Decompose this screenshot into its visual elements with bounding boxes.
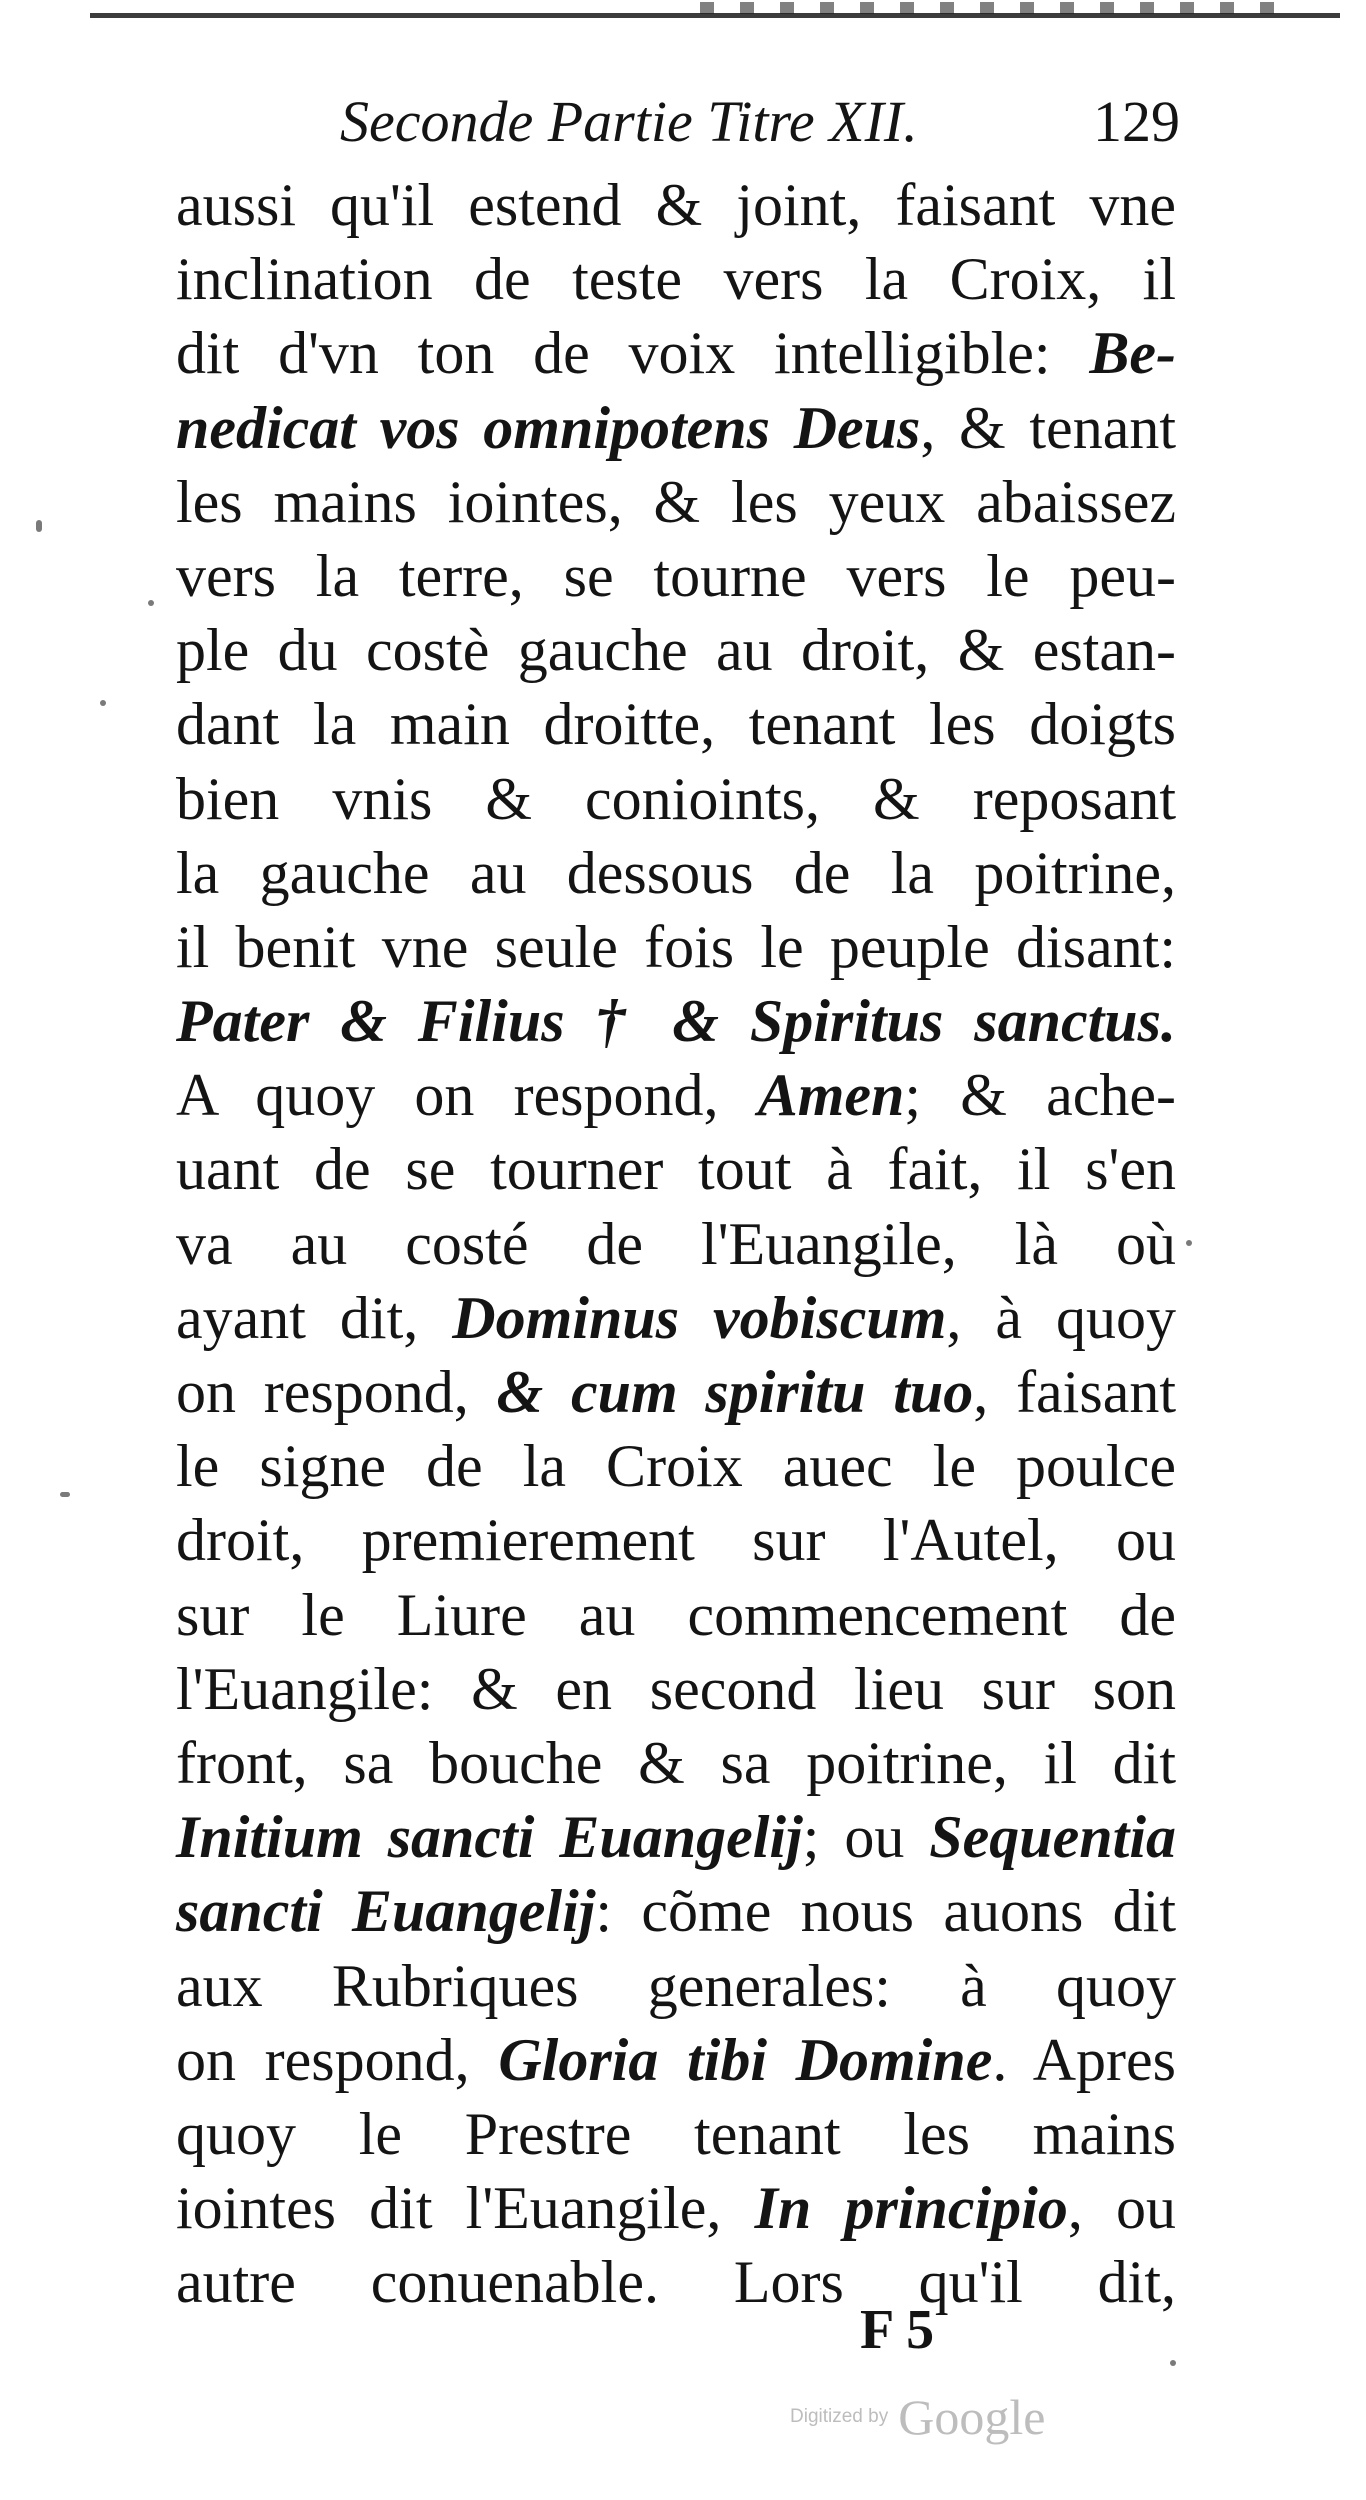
- digitized-by-label: Digitized by: [790, 2406, 889, 2427]
- italic-latin-text: sancti Euangelij: [176, 1878, 596, 1945]
- text-line: [176, 762, 1176, 836]
- text-line: [176, 984, 1176, 1058]
- text-segment: le signe de la Croix auec le poulce: [176, 1433, 1176, 1500]
- text-segment: ; & ache-: [904, 1062, 1176, 1129]
- text-segment: A quoy on respond,: [176, 1062, 758, 1129]
- text-line: [176, 465, 1176, 539]
- ink-speck: [36, 520, 42, 532]
- text-line: [176, 1429, 1176, 1503]
- text-segment: bien vnis & conioints, & reposant: [176, 765, 1176, 832]
- text-segment: va au costé de l'Euangile, là où: [176, 1210, 1176, 1277]
- text-segment: la gauche au dessous de la poitrine,: [176, 839, 1176, 906]
- text-line: [176, 1652, 1176, 1726]
- text-segment: inclination de teste vers la Croix, il: [176, 246, 1176, 313]
- body-text: [176, 168, 1176, 2319]
- text-line: [176, 391, 1176, 465]
- text-line: [176, 910, 1176, 984]
- google-logo: Google: [898, 2389, 1046, 2445]
- text-segment: vers la terre, se tourne vers le peu-: [176, 542, 1176, 609]
- text-line: [176, 1132, 1176, 1206]
- text-line: [176, 316, 1176, 390]
- ink-speck: [148, 600, 154, 606]
- italic-latin-text: Gloria tibi Domine: [498, 2026, 993, 2093]
- text-segment: droit, premierement sur l'Autel, ou: [176, 1507, 1176, 1574]
- text-line: [176, 1281, 1176, 1355]
- text-segment: autre conuenable. Lors qu'il dit,: [176, 2249, 1176, 2316]
- italic-latin-text: Initium sancti Euangelij: [176, 1804, 803, 1871]
- page-header: [340, 82, 1180, 162]
- text-segment: uant de se tourner tout à fait, il s'en: [176, 1136, 1176, 1203]
- text-line: [176, 1058, 1176, 1132]
- italic-latin-text: Amen: [757, 1062, 905, 1129]
- digitized-by-google-watermark: [790, 2388, 1090, 2468]
- catchword: F 5: [860, 2299, 935, 2361]
- text-segment: : cõme nous auons dit: [595, 1878, 1176, 1945]
- text-line: [176, 242, 1176, 316]
- text-line: [176, 1949, 1176, 2023]
- text-line: [176, 613, 1176, 687]
- text-segment: aussi qu'il estend & joint, faisant vne: [176, 172, 1176, 238]
- text-segment: les mains iointes, & les yeux abaissez: [176, 468, 1176, 535]
- ink-speck: [60, 1492, 70, 1497]
- text-segment: front, sa bouche & sa poitrine, il dit: [176, 1729, 1176, 1796]
- italic-latin-text: nedicat vos omnipotens Deus: [176, 394, 921, 461]
- text-line: [176, 1578, 1176, 1652]
- ink-speck: [1170, 2360, 1176, 2366]
- page-number: 129: [1093, 89, 1180, 154]
- text-segment: , faisant: [973, 1359, 1176, 1425]
- text-segment: . Apres: [992, 2026, 1177, 2093]
- ink-speck: [100, 700, 106, 706]
- italic-latin-text: & cum spiritu tuo: [496, 1359, 974, 1425]
- text-line: [176, 1503, 1176, 1577]
- text-segment: ple du costè gauche au droit, & estan-: [176, 617, 1176, 684]
- text-line: [176, 1207, 1176, 1281]
- text-segment: aux Rubriques generales: à quoy: [176, 1952, 1176, 2019]
- italic-latin-text: Be-: [1089, 320, 1176, 387]
- text-segment: il benit vne seule fois le peuple disant:: [176, 913, 1176, 980]
- text-segment: dit d'vn ton de voix intelligible:: [176, 320, 1090, 387]
- text-segment: ; ou: [802, 1804, 930, 1871]
- text-segment: on respond,: [176, 1359, 497, 1425]
- text-segment: , ou: [1067, 2175, 1176, 2242]
- text-line: [176, 687, 1176, 761]
- text-segment: l'Euangile: & en second lieu sur son: [176, 1655, 1176, 1722]
- text-line: [176, 2097, 1176, 2171]
- text-segment: dant la main droitte, tenant les doigts: [176, 691, 1176, 758]
- text-line: [176, 1726, 1176, 1800]
- italic-latin-text: Pater & Filius † & Spiritus sanctus.: [176, 988, 1176, 1055]
- text-line: [176, 836, 1176, 910]
- running-title: Seconde Partie Titre XII.: [340, 89, 918, 154]
- text-segment: , à quoy: [946, 1284, 1176, 1351]
- text-line: [176, 2023, 1176, 2097]
- italic-latin-text: In principio: [754, 2175, 1068, 2242]
- text-segment: sur le Liure au commencement de: [176, 1581, 1176, 1648]
- text-segment: , & tenant: [920, 394, 1176, 461]
- italic-latin-text: Dominus vobiscum: [452, 1284, 947, 1351]
- text-segment: ayant dit,: [176, 1284, 453, 1351]
- text-line: [176, 2171, 1176, 2245]
- text-segment: iointes dit l'Euangile,: [176, 2175, 755, 2242]
- text-line: [176, 168, 1176, 242]
- text-line: [176, 1800, 1176, 1874]
- text-segment: quoy le Prestre tenant les mains: [176, 2100, 1176, 2167]
- top-rule-fragments: [700, 2, 1300, 14]
- text-line: [176, 1874, 1176, 1948]
- text-line: [176, 539, 1176, 613]
- text-segment: on respond,: [176, 2026, 499, 2093]
- ink-speck: [1186, 1240, 1192, 1246]
- italic-latin-text: Sequentia: [929, 1804, 1176, 1871]
- text-line: [176, 1355, 1176, 1429]
